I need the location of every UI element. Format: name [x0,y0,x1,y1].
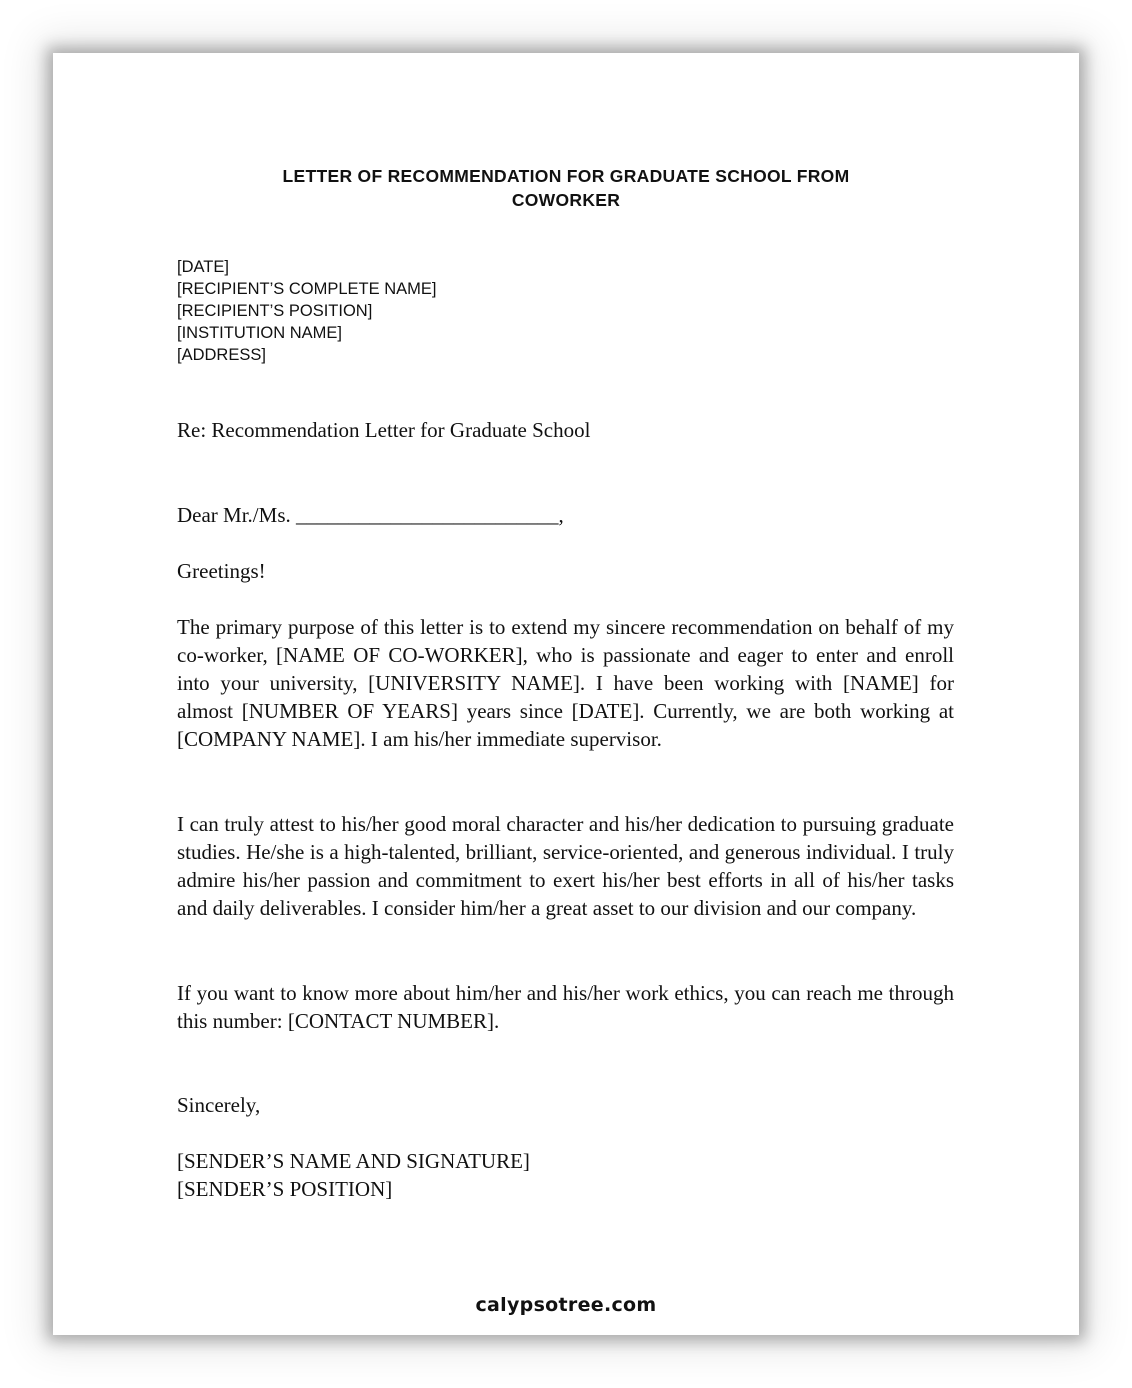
signature-position: [SENDER’S POSITION] [177,1177,393,1201]
signature-name: [SENDER’S NAME AND SIGNATURE] [177,1149,530,1173]
letter-page [53,53,1079,1335]
signature-block [177,1147,954,1203]
address-date: [DATE] [177,258,229,276]
address-recipient-name: [RECIPIENT’S COMPLETE NAME] [177,280,437,298]
title-line-2: COWORKER [511,190,621,210]
address-address: [ADDRESS] [177,346,266,364]
footer-watermark: calypsotree.com [475,1294,657,1316]
body-paragraph-1: The primary purpose of this letter is to extend my sincere recommendation on behalf of my co-worker, [NAME OF CO-WORKER], who is passionate and eager to enter and enroll into your university, [UNIVERSITY NAME]. I have been working with [NAME] for almost [NUMBER OF YEARS] years since [DATE]. Currently, we are both working at [COMPANY NAME]. I am his/her immediate supervisor. [177,615,954,751]
subject-line: Re: Recommendation Letter for Graduate School [177,418,591,442]
document-title [53,164,1079,212]
closing: Sincerely, [177,1093,261,1117]
address-recipient-position: [RECIPIENT’S POSITION] [177,302,373,320]
title-line-1: LETTER OF RECOMMENDATION FOR GRADUATE SCHOOL FROM [282,166,850,186]
salutation: Dear Mr./Ms. _________________________, [177,503,564,527]
greeting: Greetings! [177,559,266,583]
address-institution-name: [INSTITUTION NAME] [177,324,342,342]
body-paragraph-3: If you want to know more about him/her and his/her work ethics, you can reach me through this number: [CONTACT NUMBER]. [177,981,954,1033]
body-paragraph-2: I can truly attest to his/her good moral character and his/her dedication to pursuing graduate studies. He/she is a high-talented, brilliant, service-oriented, and generous individual. I truly admire his/her passion and commitment to exert his/her best efforts in all of his/her tasks and daily deliverables. I consider him/her a great asset to our division and our company. [177,812,954,920]
recipient-address-block [177,256,436,366]
